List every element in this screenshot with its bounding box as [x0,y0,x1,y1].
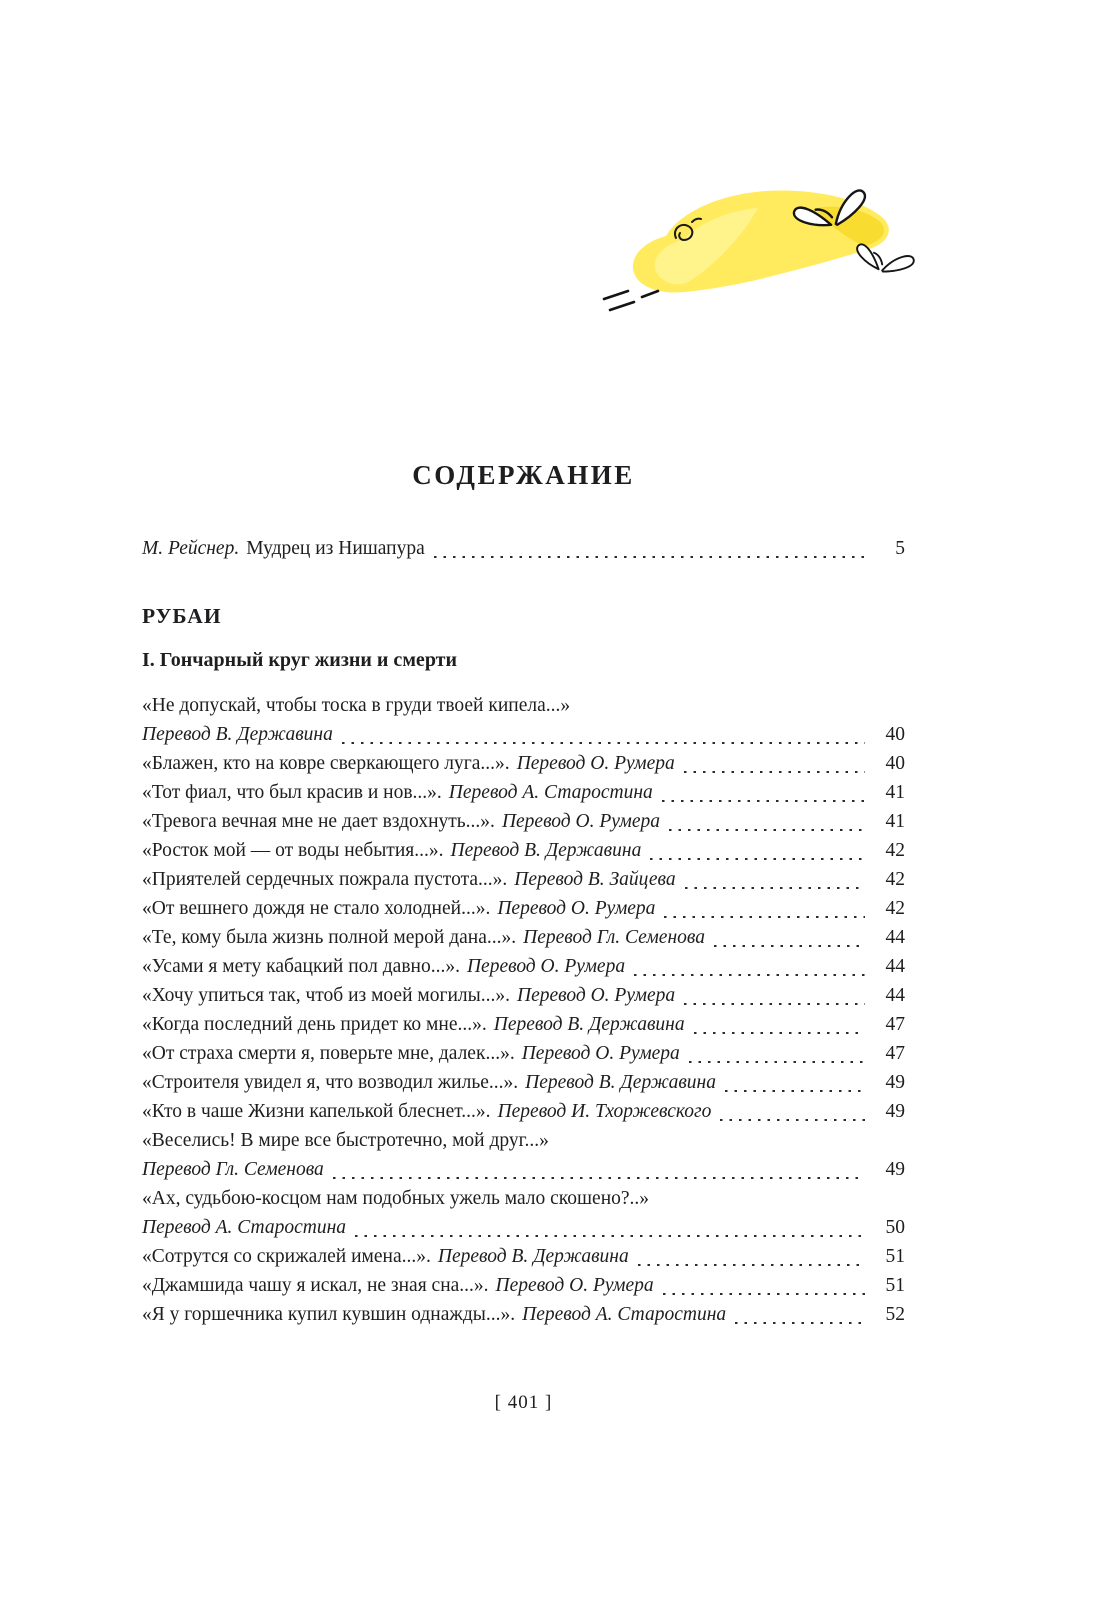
entry-page-number: 42 [885,898,905,919]
dot-leader [634,974,865,976]
toc-entry [142,981,905,1010]
entry-title: «Кто в чаше Жизни капелькой блеснет...». [142,1101,491,1122]
entry-page-number: 41 [885,782,905,803]
toc-entry [142,836,905,865]
entry-translator: Перевод В. Державина [450,840,642,861]
toc-entry [142,749,905,778]
entry-page-number: 47 [885,1014,905,1035]
dot-leader [694,1032,865,1034]
toc-entry [142,1300,905,1329]
dash-strokes-doodle [604,291,658,310]
entry-page-number: 44 [885,927,905,948]
entry-translator: Перевод О. Румера [466,956,626,977]
watercolor-butterflies-illustration [588,178,924,330]
entry-title: «Строителя увидел я, что возводил жилье...». [142,1072,519,1093]
section-subheading: I. Гончарный круг жизни и смерти [142,649,458,671]
entry-translator: Перевод А. Старостина [522,1304,727,1325]
toc-intro-entry [142,534,905,563]
dot-leader [663,1293,865,1295]
page-title: СОДЕРЖАНИЕ [412,460,635,490]
toc-entry [142,952,905,981]
entry-page-number: 40 [885,753,905,774]
toc-entry [142,778,905,807]
entry-translator: Перевод Гл. Семенова [142,1159,324,1180]
entry-translator: Перевод А. Старостина [448,782,653,803]
section-heading: РУБАИ [142,604,222,628]
dot-leader [333,1177,865,1179]
entry-translator: Перевод В. Державина [437,1246,629,1267]
entry-title: «Сотрутся со скрижалей имена...». [142,1246,431,1267]
entry-page-number: 47 [885,1043,905,1064]
entry-title: «Усами я мету кабацкий пол давно...». [142,956,460,977]
entry-author: М. Рейснер. [142,538,240,559]
entry-title: «Ах, судьбою-косцом нам подобных ужель мало скошено?..» [142,1188,650,1209]
dot-leader [650,858,865,860]
entry-title: «Тот фиал, что был красив и нов...». [142,782,442,803]
entry-title: «Не допускай, чтобы тоска в груди твоей кипела...» [142,695,571,716]
entry-page-number: 49 [885,1159,905,1180]
entry-page-number: 5 [895,538,905,559]
dot-leader [355,1235,865,1237]
toc-entry [142,691,905,749]
toc-entry [142,1184,905,1242]
dot-leader [664,916,865,918]
toc-entry [142,1010,905,1039]
entry-title: «Я у горшечника купил кувшин однажды...». [142,1304,516,1325]
entry-translator: Перевод В. Зайцева [514,869,676,890]
entry-title: «Когда последний день придет ко мне...». [142,1014,487,1035]
entry-page-number: 50 [885,1217,905,1238]
entry-title: «Блажен, кто на ковре сверкающего луга...». [142,753,510,774]
dot-leader [689,1061,865,1063]
entry-title: «От страха смерти я, поверьте мне, далек...». [142,1043,515,1064]
entry-title: Мудрец из Нишапура [246,538,425,559]
entry-translator: Перевод О. Румера [497,898,656,919]
entry-translator: Перевод В. Державина [142,724,333,745]
entry-translator: Перевод О. Румера [517,985,676,1006]
entry-title: «Хочу упиться так, чтоб из моей могилы...». [142,985,510,1006]
toc-entries [142,691,905,1329]
toc-entry [142,1126,905,1184]
entry-page-number: 40 [885,724,905,745]
entry-translator: Перевод О. Румера [495,1275,654,1296]
entry-page-number: 42 [885,840,905,861]
dot-leader [342,742,865,744]
dot-leader [434,556,865,558]
entry-translator: Перевод В. Державина [493,1014,685,1035]
entry-translator: Перевод О. Румера [521,1043,680,1064]
entry-translator: Перевод О. Румера [501,811,661,832]
entry-page-number: 49 [885,1072,905,1093]
dot-leader [638,1264,865,1266]
toc-entry [142,1242,905,1271]
entry-translator: Перевод И. Тхоржевского [497,1101,712,1122]
toc-entry [142,1039,905,1068]
dot-leader [714,945,865,947]
dot-leader [720,1119,865,1121]
entry-title: «Тревога вечная мне не дает вздохнуть...». [142,811,495,832]
entry-page-number: 51 [885,1275,905,1296]
toc-entry [142,1271,905,1300]
butterfly-icon [853,240,915,280]
dot-leader [685,887,865,889]
toc-entry [142,894,905,923]
entry-title: «Те, кому была жизнь полной мерой дана...». [142,927,517,948]
entry-title: «От вешнего дождя не стало холодней...». [142,898,491,919]
entry-translator: Перевод В. Державина [525,1072,716,1093]
toc-entry [142,923,905,952]
dot-leader [662,800,865,802]
entry-page-number: 42 [885,869,905,890]
entry-translator: Перевод Гл. Семенова [523,927,705,948]
entry-page-number: 44 [885,985,905,1006]
entry-page-number: 44 [885,956,905,977]
dot-leader [725,1090,865,1092]
dot-leader [735,1322,865,1324]
entry-page-number: 51 [885,1246,905,1267]
toc-entry [142,807,905,836]
entry-page-number: 49 [885,1101,905,1122]
dot-leader [669,829,865,831]
dot-leader [684,771,865,773]
entry-page-number: 52 [885,1304,905,1325]
dot-leader [684,1003,865,1005]
entry-page-number: 41 [885,811,905,832]
entry-title: «Приятелей сердечных пожрала пустота...». [142,869,508,890]
footer-page-number: [ 401 ] [494,1392,553,1413]
entry-title: «Джамшида чашу я искал, не зная сна...». [142,1275,489,1296]
entry-title: «Веселись! В мире все быстротечно, мой друг...» [142,1130,549,1151]
toc-entry [142,1097,905,1126]
toc-entry [142,865,905,894]
entry-title: «Росток мой — от воды небытия...». [142,840,444,861]
toc-entry [142,1068,905,1097]
entry-translator: Перевод А. Старостина [142,1217,347,1238]
entry-translator: Перевод О. Румера [516,753,675,774]
